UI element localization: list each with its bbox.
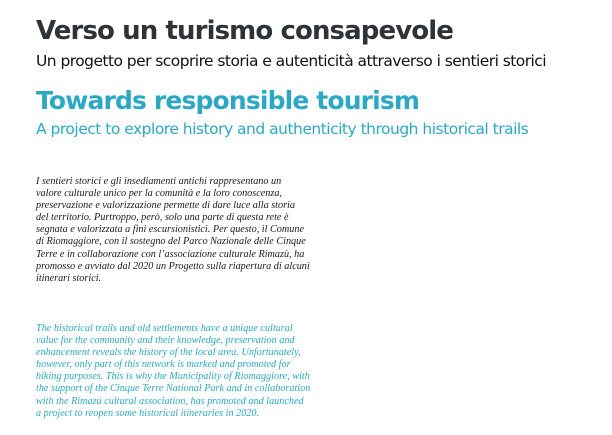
english-paragraph — [36, 323, 376, 420]
italian-paragraph — [36, 176, 376, 285]
italian-paragraph-line: del territorio. Purtroppo, però, solo una parte di questa rete è — [36, 212, 289, 224]
english-paragraph-line: with the Rimazú cultural association, has promoted and launched — [36, 395, 304, 407]
italian-paragraph-line: di Riomaggiore, con il sostegno del Parco Nazionale delle Cinque — [36, 236, 306, 248]
page-title-english: Towards responsible tourism — [36, 86, 420, 115]
english-paragraph-line: value for the community and their knowledge, preservation and — [36, 335, 295, 347]
italian-paragraph-line: Terre e in collaborazione con l’associazione culturale Rimazù, ha — [36, 248, 305, 260]
english-paragraph-line: a project to reopen some historical itineraries in 2020. — [36, 407, 260, 419]
english-paragraph-line: hiking purposes. This is why the Municipality of Riomaggiore, with — [36, 371, 310, 383]
english-paragraph-line: the support of the Cinque Terre National Park and in collaboration — [36, 383, 311, 395]
english-paragraph-line: enhancement reveals the history of the local area. Unfortunately, — [36, 347, 301, 359]
italian-paragraph-line: I sentieri storici e gli insediamenti antichi rappresentano un — [36, 176, 282, 187]
page-title-italian: Verso un turismo consapevole — [36, 16, 453, 46]
italian-paragraph-line: itinerari storici. — [36, 272, 102, 284]
italian-paragraph-line: promosso e avviato dal 2020 un Progetto sulla riapertura di alcuni — [36, 260, 310, 272]
page-subtitle-english: A project to explore history and authenticity through historical trails — [36, 120, 529, 138]
italian-paragraph-line: valore culturale unico per la comunità e la loro conoscenza, — [36, 188, 282, 200]
italian-paragraph-line: segnata e valorizzata a fini escursionistici. Per questo, il Comune — [36, 224, 304, 236]
english-paragraph-line: The historical trails and old settlements have a unique cultural — [36, 323, 293, 334]
italian-paragraph-line: preservazione e valorizzazione permette di dare luce alla storia — [36, 200, 295, 212]
page-subtitle-italian: Un progetto per scoprire storia e autenticità attraverso i sentieri storici — [36, 52, 547, 70]
english-paragraph-line: however, only part of this network is marked and promoted for — [36, 359, 291, 371]
